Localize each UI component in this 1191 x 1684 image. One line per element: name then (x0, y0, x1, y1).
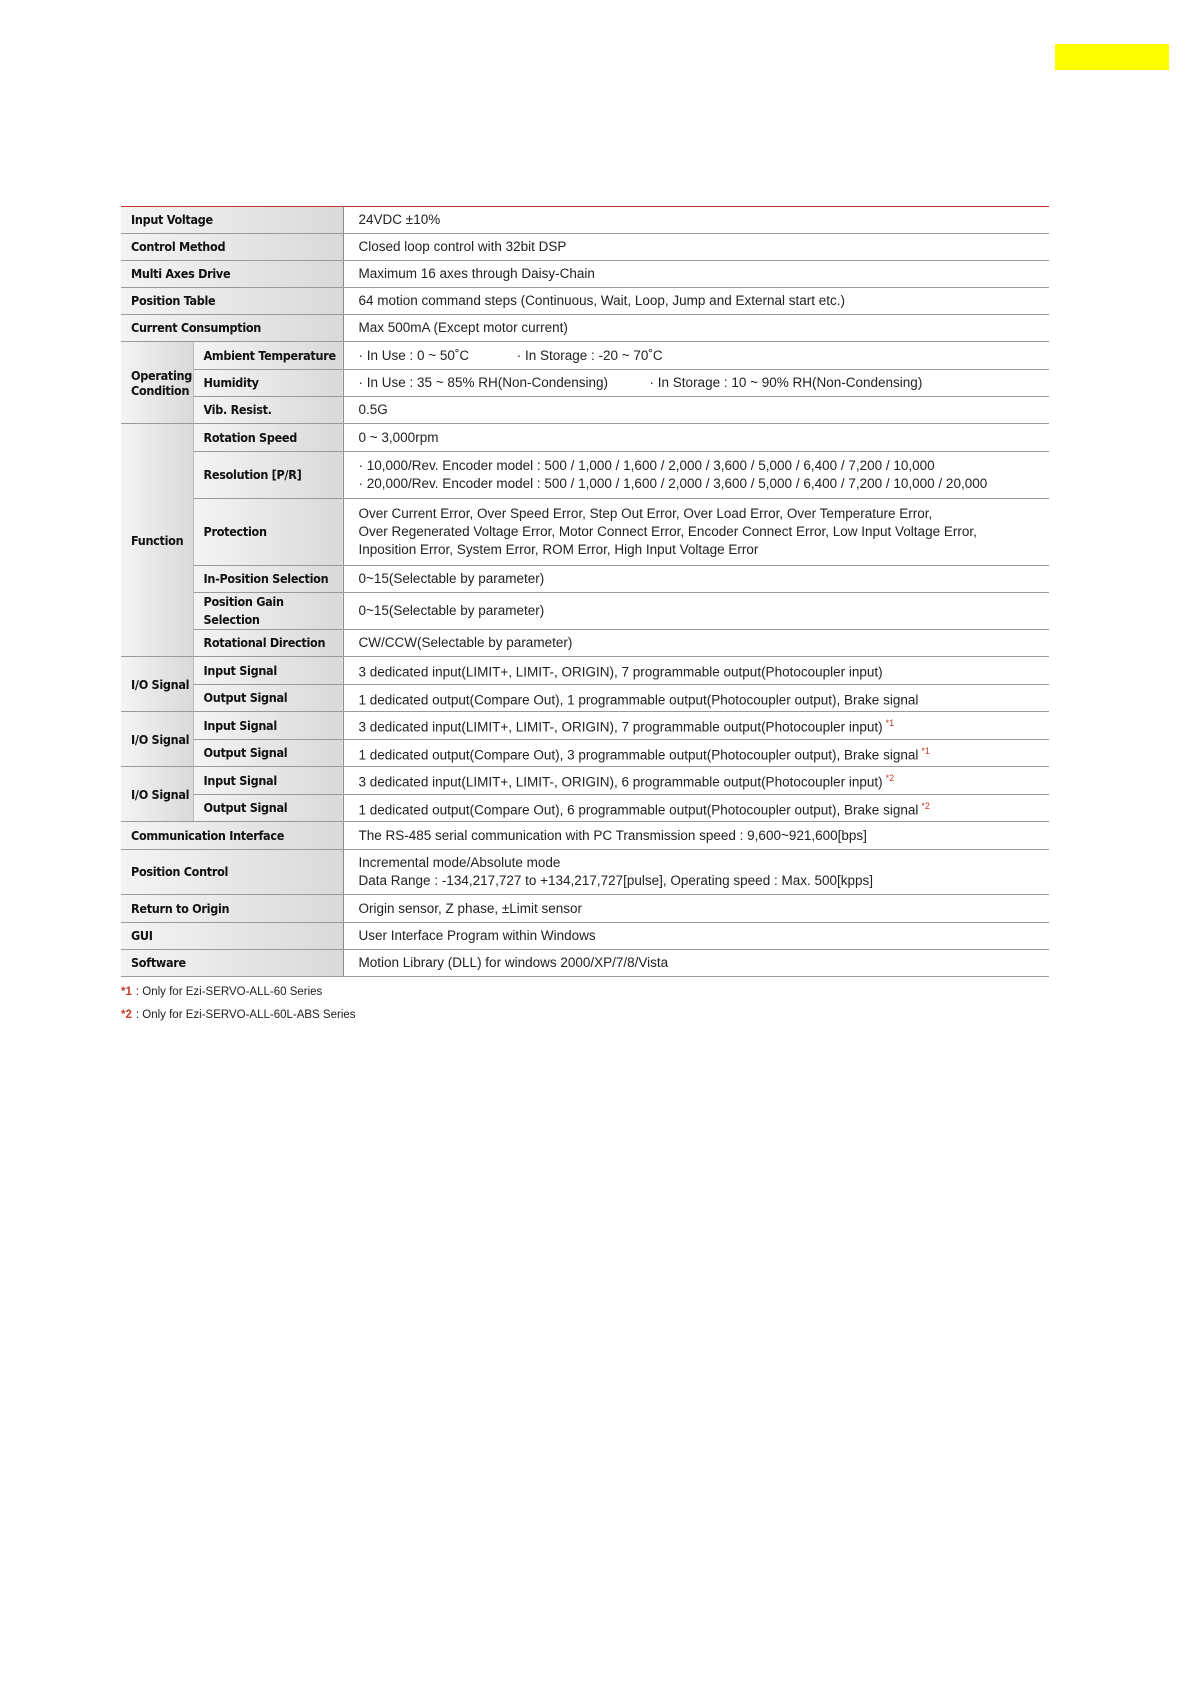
value-text: 3 dedicated input(LIMIT+, LIMIT-, ORIGIN), 7 programmable output(Photocoupler input) (358, 719, 883, 735)
table-row (121, 895, 1049, 923)
table-row (121, 370, 1049, 397)
footnote-mark: *1 (885, 718, 895, 729)
group-label-operating-condition (121, 342, 193, 424)
row-value (343, 795, 1049, 822)
value-line: Data Range : -134,217,727 to +134,217,727[pulse], Operating speed : Max. 500[kpps] (358, 873, 873, 888)
row-value (343, 850, 1049, 895)
row-label: Rotational Direction (193, 630, 343, 657)
value-line: Incremental mode/Absolute mode (358, 855, 561, 870)
row-label: Input Signal (193, 712, 343, 740)
footnote-text: : Only for Ezi-SERVO-ALL-60L-ABS Series (135, 1009, 356, 1021)
table-row (121, 207, 1049, 234)
row-label: Current Consumption (121, 315, 343, 342)
group-label-io-signal: I/O Signal (121, 657, 193, 712)
row-label: Multi Axes Drive (121, 261, 343, 288)
value-text: 1 dedicated output(Compare Out), 6 programmable output(Photocoupler output), Brake signal (358, 802, 919, 818)
row-label: Position Table (121, 288, 343, 315)
row-value (343, 342, 1049, 370)
row-label: In-Position Selection (193, 566, 343, 593)
row-label: Communication Interface (121, 822, 343, 850)
value-line: Inposition Error, System Error, ROM Error, High Input Voltage Error (358, 542, 759, 557)
row-label: GUI (121, 923, 343, 950)
row-value: Max 500mA (Except motor current) (343, 315, 1049, 342)
row-label: Output Signal (193, 795, 343, 822)
yellow-highlight-box (1055, 44, 1169, 70)
row-value (343, 740, 1049, 767)
table-row (121, 452, 1049, 499)
value-text: 1 dedicated output(Compare Out), 1 programmable output(Photocoupler output), Brake signal (358, 692, 919, 708)
row-label: Resolution [P/R] (193, 452, 343, 499)
table-row (121, 767, 1049, 795)
row-value (343, 657, 1049, 685)
value-text: 3 dedicated input(LIMIT+, LIMIT-, ORIGIN), 6 programmable output(Photocoupler input) (358, 774, 883, 790)
row-value: The RS-485 serial communication with PC Transmission speed : 9,600~921,600[bps] (343, 822, 1049, 850)
specification-table (121, 206, 1049, 977)
row-label: Humidity (193, 370, 343, 397)
table-row (121, 850, 1049, 895)
row-value: Closed loop control with 32bit DSP (343, 234, 1049, 261)
footnote-mark: *1 (921, 745, 930, 756)
table-row (121, 499, 1049, 566)
value-line: · 10,000/Rev. Encoder model : 500 / 1,000 / 1,600 / 2,000 / 3,600 / 5,000 / 6,400 / 7,200 / 10,000 (358, 458, 935, 473)
row-value (343, 499, 1049, 566)
row-label: Position Gain Selection (193, 593, 343, 630)
row-value: Maximum 16 axes through Daisy-Chain (343, 261, 1049, 288)
table-row (121, 566, 1049, 593)
table-row (121, 397, 1049, 424)
row-label: Input Voltage (121, 207, 343, 234)
row-label: Rotation Speed (193, 424, 343, 452)
row-label: Ambient Temperature (193, 342, 343, 370)
table-row (121, 795, 1049, 822)
footnote (121, 986, 322, 998)
row-value: 0~15(Selectable by parameter) (343, 566, 1049, 593)
row-value: 0~15(Selectable by parameter) (343, 593, 1049, 630)
row-value (343, 370, 1049, 397)
footnote (121, 1009, 356, 1021)
footnote-mark: *2 (121, 1009, 132, 1021)
table-row (121, 630, 1049, 657)
footnote-mark: *2 (921, 800, 930, 811)
row-value: Motion Library (DLL) for windows 2000/XP/7/8/Vista (343, 950, 1049, 977)
group-label-function: Function (121, 424, 193, 657)
row-value: 64 motion command steps (Continuous, Wait, Loop, Jump and External start etc.) (343, 288, 1049, 315)
table-row (121, 657, 1049, 685)
footnote-mark: *2 (885, 773, 895, 784)
table-row (121, 234, 1049, 261)
row-label: Output Signal (193, 740, 343, 767)
row-value: 0.5G (343, 397, 1049, 424)
row-label: Output Signal (193, 685, 343, 712)
row-value (343, 452, 1049, 499)
value-line: Over Regenerated Voltage Error, Motor Connect Error, Encoder Connect Error, Low Input Voltage Error, (358, 524, 977, 539)
row-value: 0 ~ 3,000rpm (343, 424, 1049, 452)
value-line: Over Current Error, Over Speed Error, Step Out Error, Over Load Error, Over Temperature Error, (358, 506, 933, 521)
row-label: Input Signal (193, 767, 343, 795)
row-label: Control Method (121, 234, 343, 261)
table-row (121, 685, 1049, 712)
row-value: CW/CCW(Selectable by parameter) (343, 630, 1049, 657)
row-value: Origin sensor, Z phase, ±Limit sensor (343, 895, 1049, 923)
value-text: 1 dedicated output(Compare Out), 3 programmable output(Photocoupler output), Brake signal (358, 747, 919, 763)
table-row (121, 822, 1049, 850)
value-in-storage: · In Storage : -20 ~ 70˚C (516, 347, 663, 363)
table-row (121, 315, 1049, 342)
table-row (121, 712, 1049, 740)
row-value: User Interface Program within Windows (343, 923, 1049, 950)
row-value (343, 767, 1049, 795)
footnote-mark: *1 (121, 986, 132, 998)
table-row (121, 593, 1049, 630)
row-label: Position Control (121, 850, 343, 895)
group-label-line: Condition (131, 382, 190, 398)
table-row (121, 950, 1049, 977)
group-label-line: Operating (131, 367, 192, 383)
value-in-storage: · In Storage : 10 ~ 90% RH(Non-Condensing) (649, 375, 923, 390)
value-text: 3 dedicated input(LIMIT+, LIMIT-, ORIGIN), 7 programmable output(Photocoupler input) (358, 664, 883, 680)
row-label: Vib. Resist. (193, 397, 343, 424)
group-label-io-signal: I/O Signal (121, 767, 193, 822)
row-value (343, 685, 1049, 712)
row-label: Software (121, 950, 343, 977)
table-row (121, 261, 1049, 288)
row-value (343, 712, 1049, 740)
row-label: Input Signal (193, 657, 343, 685)
group-label-io-signal: I/O Signal (121, 712, 193, 767)
row-label: Protection (193, 499, 343, 566)
value-in-use: · In Use : 0 ~ 50˚C (358, 347, 470, 363)
table-row (121, 424, 1049, 452)
table-row (121, 288, 1049, 315)
table-row (121, 740, 1049, 767)
table-row (121, 923, 1049, 950)
table-row (121, 342, 1049, 370)
row-label: Return to Origin (121, 895, 343, 923)
value-line: · 20,000/Rev. Encoder model : 500 / 1,000 / 1,600 / 2,000 / 3,600 / 5,000 / 6,400 / 7,200 / 10,000 / 20,000 (358, 476, 988, 491)
value-in-use: · In Use : 35 ~ 85% RH(Non-Condensing) (358, 375, 609, 390)
footnote-text: : Only for Ezi-SERVO-ALL-60 Series (135, 986, 323, 998)
row-value: 24VDC ±10% (343, 207, 1049, 234)
